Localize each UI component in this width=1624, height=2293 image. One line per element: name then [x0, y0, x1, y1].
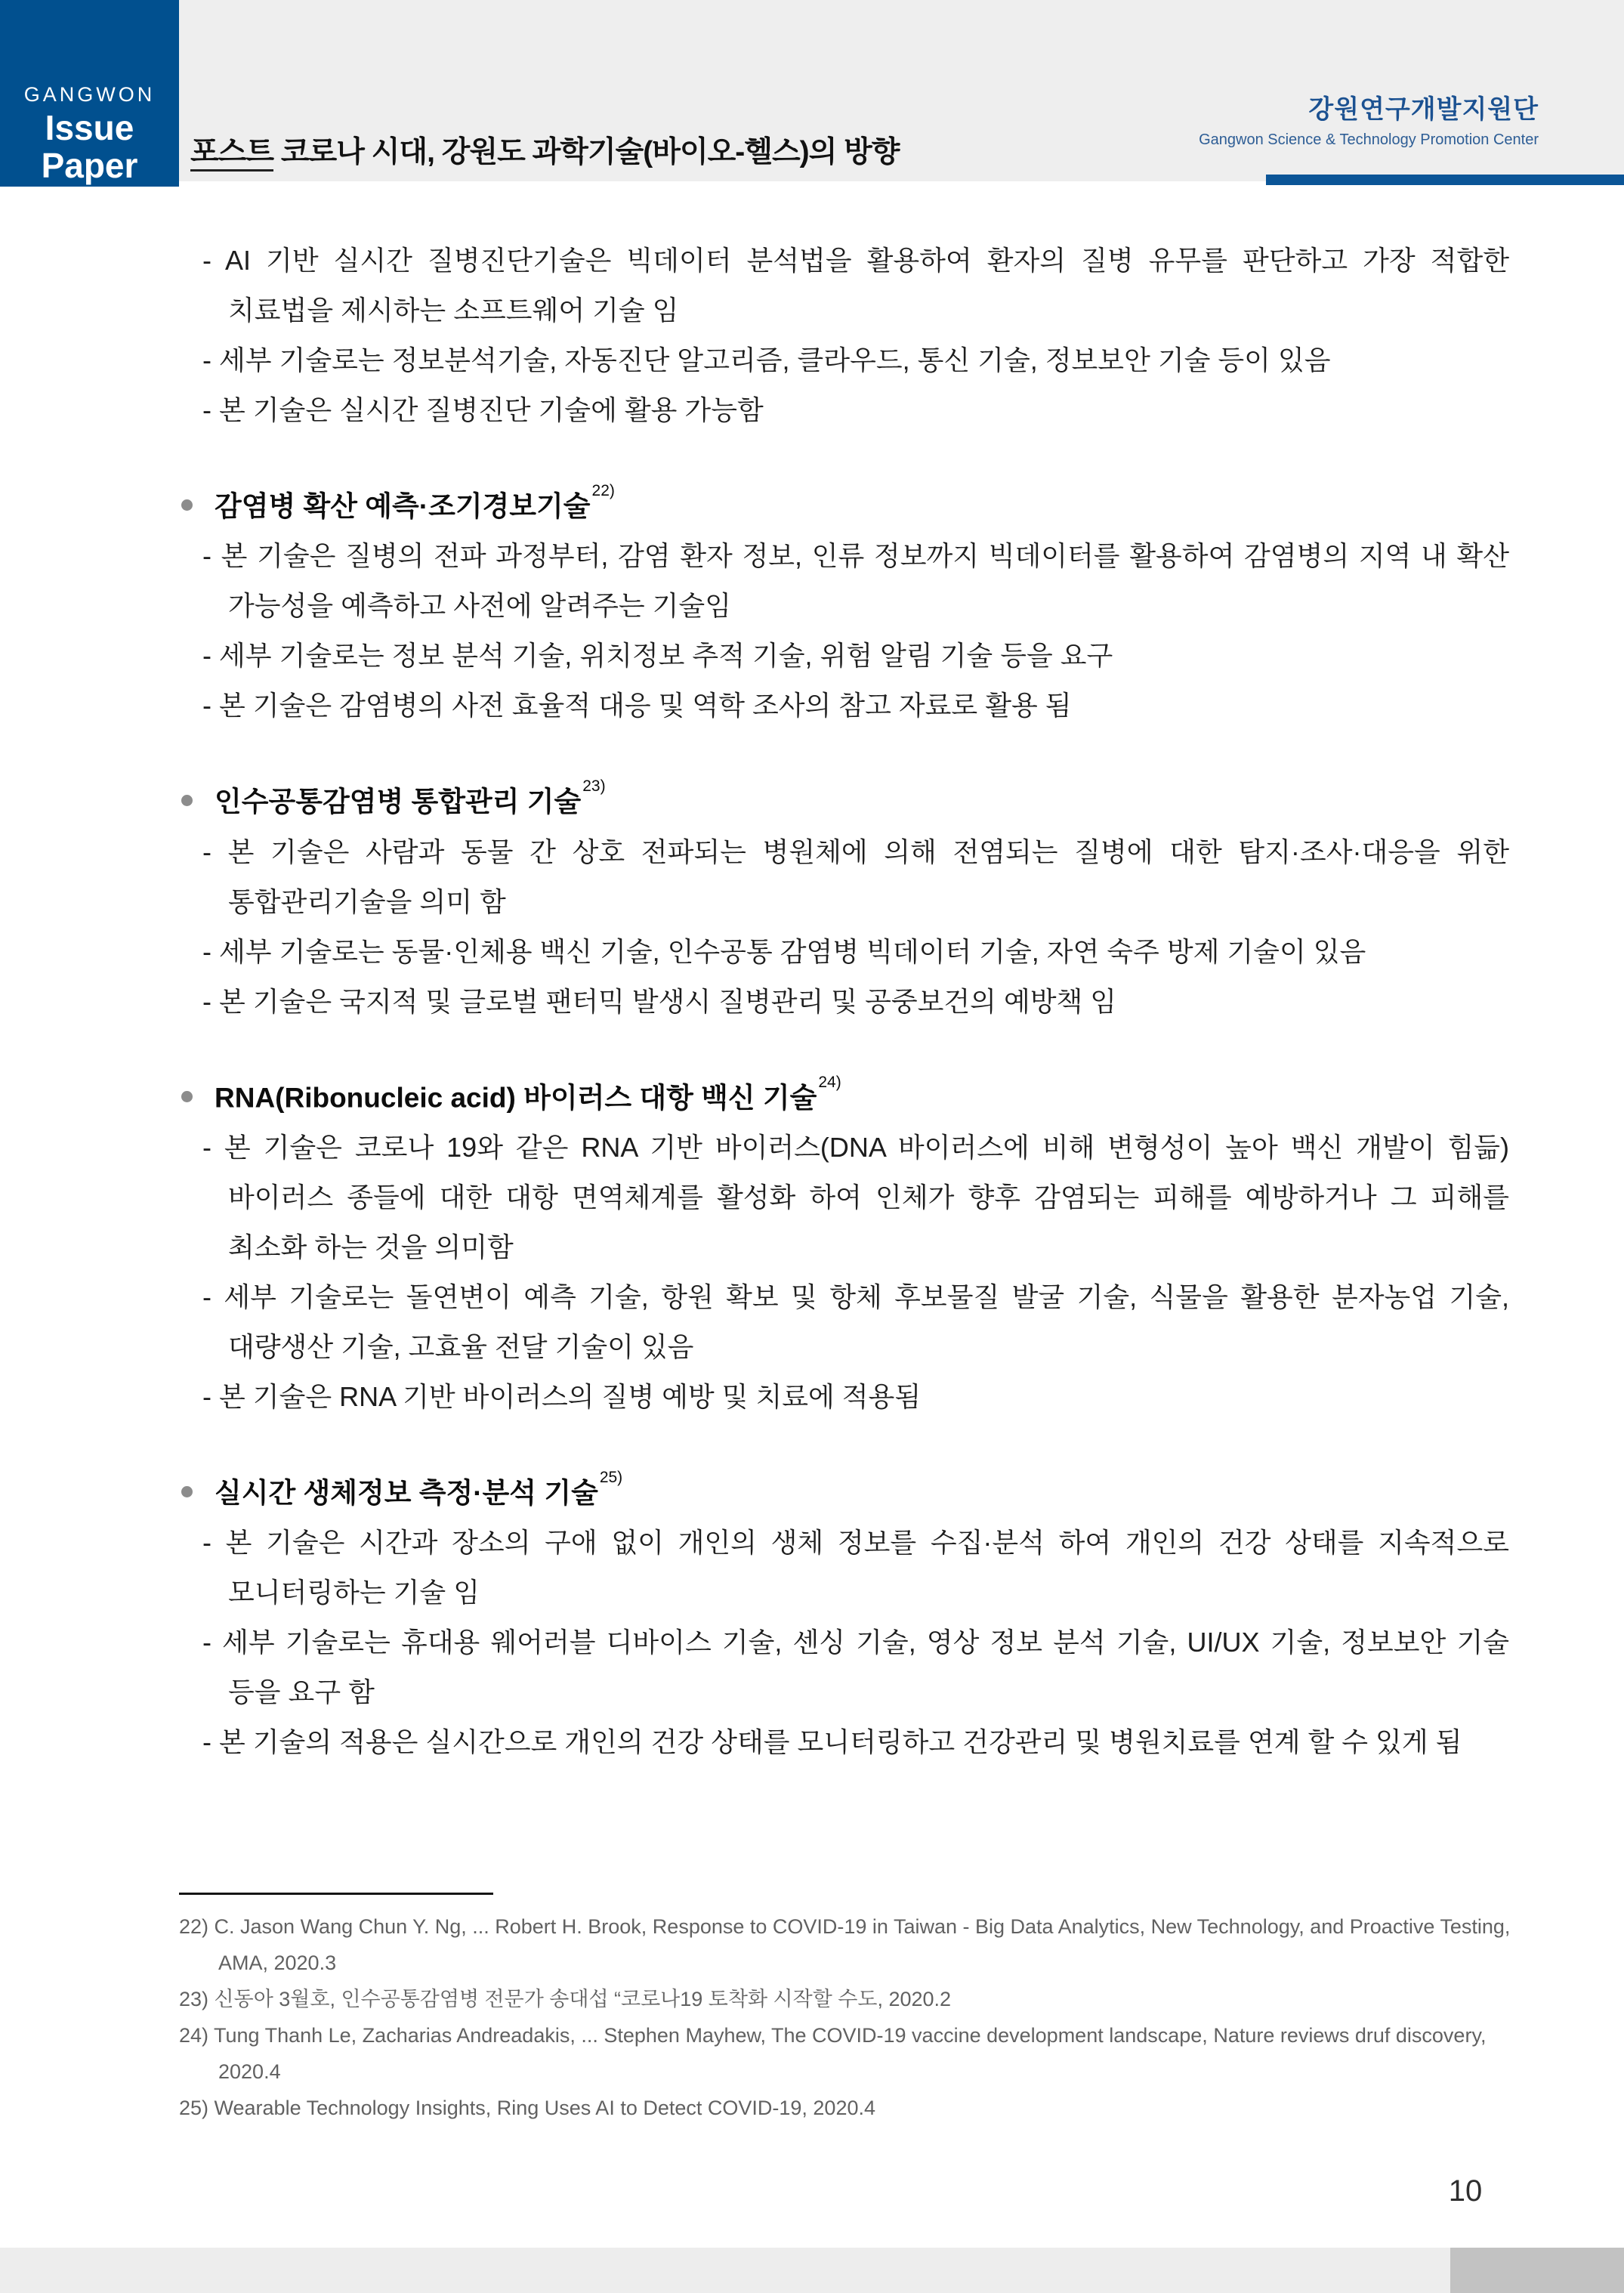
bullet-icon: [181, 795, 193, 806]
section-heading-text: 감염병 확산 예측·조기경보기술: [215, 490, 591, 522]
footnote-item: 22) C. Jason Wang Chun Y. Ng, ... Robert H. Brook, Response to COVID-19 in Taiwan - Big Data Analytics, New Technology, and Proactive Testing, AMA, 2020.3: [179, 1915, 1511, 1974]
body-paragraph: - 본 기술은 실시간 질병진단 기술에 활용 가능함: [202, 394, 764, 425]
organization-block: [1199, 95, 1539, 149]
section-heading: [181, 771, 1509, 827]
document-title-rest: 코로나 시대, 강원도 과학기술(바이오-헬스)의 방향: [273, 136, 900, 168]
section-heading-text: 인수공통감염병 통합관리 기술: [215, 786, 582, 817]
organization-name-en: Gangwon Science & Technology Promotion Center: [1199, 131, 1539, 148]
body-paragraph: - 본 기술은 코로나 19와 같은 RNA 기반 바이러스(DNA 바이러스에 비해 변형성이 높아 백신 개발이 힘듦) 바이러스 종들에 대한 대항 면역체계를 활성화 하여 인체가 향후 감염되는 피해를 예방하거나 그 피해를 최소화 하는 것을 의미함: [202, 1131, 1509, 1262]
footnote-item: 25) Wearable Technology Insights, Ring Uses AI to Detect COVID-19, 2020.4: [179, 2097, 875, 2119]
body-paragraph: - 세부 기술로는 동물·인체용 백신 기술, 인수공통 감염병 빅데이터 기술, 자연 숙주 방제 기술이 있음: [202, 935, 1366, 967]
document-title-underlined: 포스트: [190, 136, 273, 172]
brand-name: GANGWON: [23, 83, 156, 106]
section-heading-text: RNA(Ribonucleic acid) 바이러스 대항 백신 기술: [215, 1081, 817, 1113]
footnote-ref: 25): [599, 1468, 623, 1486]
body-paragraph: - 본 기술은 국지적 및 글로벌 팬터믹 발생시 질병관리 및 공중보건의 예방책 임: [202, 985, 1117, 1017]
body-content: [181, 236, 1509, 1767]
body-paragraph: - 본 기술은 RNA 기반 바이러스의 질병 예방 및 치료에 적용됨: [202, 1380, 922, 1412]
brand-title: Issue Paper: [41, 108, 138, 185]
footnote-item: 24) Tung Thanh Le, Zacharias Andreadakis, ... Stephen Mayhew, The COVID-19 vaccine development landscape, Nature reviews druf discovery, 2020.4: [179, 2024, 1487, 2083]
section-heading: [181, 1463, 1509, 1518]
footnote-ref: 24): [818, 1073, 841, 1091]
body-paragraph: - 본 기술은 감염병의 사전 효율적 대응 및 역학 조사의 참고 자료로 활용 됨: [202, 690, 1072, 722]
body-paragraph: - 본 기술은 사람과 동물 간 상호 전파되는 병원체에 의해 전염되는 질병에 대한 탐지·조사·대응을 위한 통합관리기술을 의미 함: [202, 836, 1509, 917]
masthead-brand-box: [0, 0, 179, 236]
body-paragraph: - 세부 기술로는 정보분석기술, 자동진단 알고리즘, 클라우드, 통신 기술, 정보보안 기술 등이 있음: [202, 345, 1331, 375]
header-strip: [179, 0, 1624, 181]
page-number: 10: [1448, 2174, 1483, 2208]
footnote-ref: 23): [582, 777, 606, 796]
bullet-icon: [181, 499, 193, 511]
body-paragraph: - 세부 기술로는 휴대용 웨어러블 디바이스 기술, 센싱 기술, 영상 정보 분석 기술, UI/UX 기술, 정보보안 기술 등을 요구 함: [202, 1627, 1509, 1708]
bullet-icon: [181, 1091, 193, 1102]
section-heading: [181, 476, 1509, 531]
bullet-icon: [181, 1486, 193, 1497]
footnote-ref: 22): [591, 482, 615, 499]
document-title: [190, 128, 900, 171]
section-heading-text: 실시간 생체정보 측정·분석 기술: [215, 1477, 598, 1509]
body-paragraph: - 세부 기술로는 정보 분석 기술, 위치정보 추적 기술, 위험 알림 기술 등을 요구: [202, 640, 1113, 672]
header-accent-bar: [1266, 175, 1624, 185]
body-paragraph: - 본 기술의 적용은 실시간으로 개인의 건강 상태를 모니터링하고 건강관리 및 병원치료를 연계 할 수 있게 됨: [202, 1726, 1462, 1758]
section-heading: [181, 1068, 1509, 1123]
issue-date-volume: 2020. 07. 20 Vol. 13호: [5, 190, 174, 236]
footnotes: [179, 1908, 1531, 2126]
organization-name-kr: 강원연구개발지원단: [1308, 95, 1539, 124]
footer-bar: [0, 2248, 1624, 2293]
footnote-divider: [179, 1893, 493, 1895]
footer-accent-block: [1450, 2248, 1624, 2293]
body-paragraph: - 본 기술은 시간과 장소의 구애 없이 개인의 생체 정보를 수집·분석 하여 개인의 건강 상태를 지속적으로 모니터링하는 기술 임: [202, 1527, 1509, 1608]
footnote-item: 23) 신동아 3월호, 인수공통감염병 전문가 송대섭 “코로나19 토착화 시작할 수도, 2020.2: [179, 1988, 952, 2010]
body-paragraph: - 본 기술은 질병의 전파 과정부터, 감염 환자 정보, 인류 정보까지 빅데이터를 활용하여 감염병의 지역 내 확산 가능성을 예측하고 사전에 알려주는 기술임: [202, 540, 1509, 622]
body-paragraph: - AI 기반 실시간 질병진단기술은 빅데이터 분석법을 활용하여 환자의 질병 유무를 판단하고 가장 적합한 치료법을 제시하는 소프트웨어 기술 임: [202, 245, 1509, 326]
body-paragraph: - 세부 기술로는 돌연변이 예측 기술, 항원 확보 및 항체 후보물질 발굴 기술, 식물을 활용한 분자농업 기술, 대량생산 기술, 고효율 전달 기술이 있음: [202, 1281, 1509, 1362]
